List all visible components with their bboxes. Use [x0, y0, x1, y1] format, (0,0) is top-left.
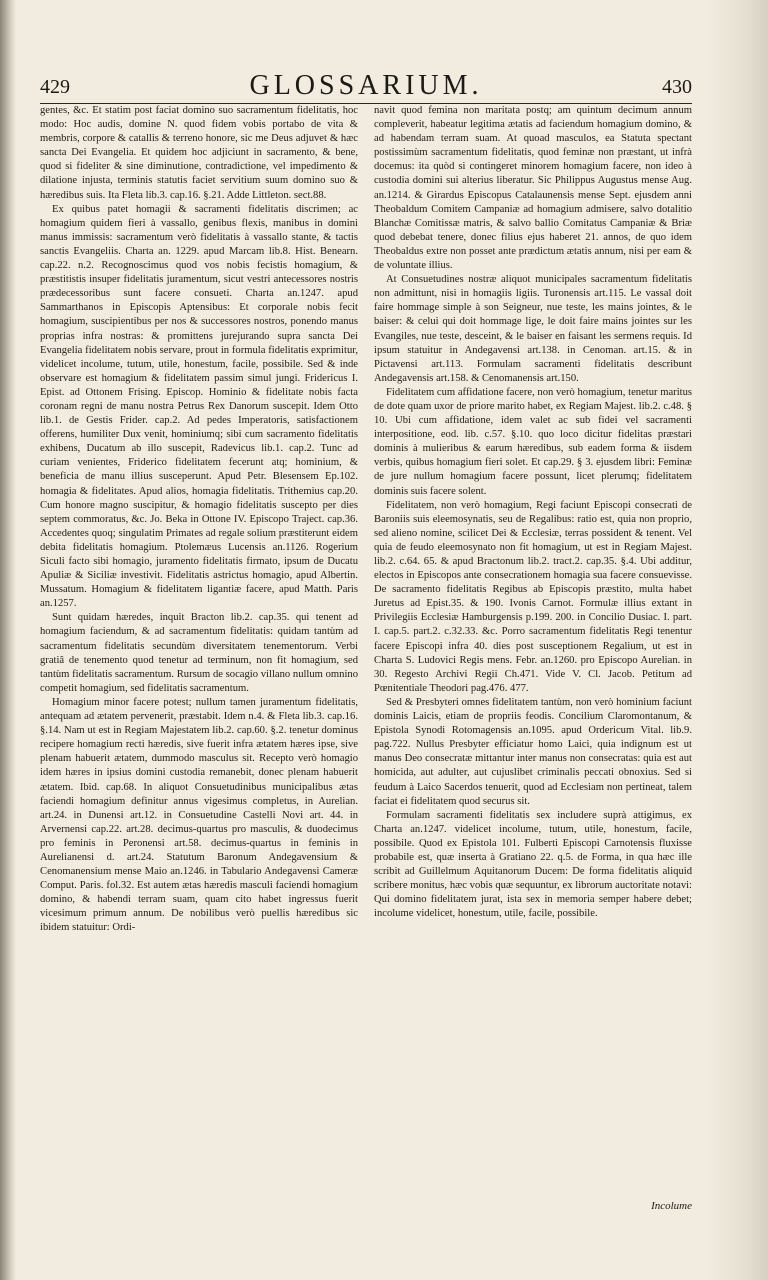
page-number-right: 430: [662, 76, 692, 98]
right-column: [374, 104, 692, 1192]
page-gutter-shadow: [0, 0, 16, 1280]
paragraph: Homagium minor facere potest; nullum tamen juramentum fidelitatis, antequam ad ætatem pervenerit, præstabit. Idem n.4. & Fleta lib.3. cap.16. §.14. Nam ut est in Regiam Majestatem lib.2. cap.60. §.2. tenetur dominus recipere homagium recti hæredis, sive fuerit infra ætatem hæres ipse, sive plenam habuerit ætatem, dummodo masculus sit. Recepto verò homagio idem hæres in ipsius domini custodia remanebit, donec plenam habuerit ætatem. Ibid. cap.68. In aliquot Consuetudinibus municipalibus ætas faciendi homagium definitur annus vigesimus completus, in Aurelian. art.24. in Dunensi art.12. in Consuetudine Castelli Novi art. 44. in Arvernensi cap.22. art.28. decimus-quartus pro masculis, & duodecimus pro feminis in Peronensi art.58. decimus-quartus in feminis in Aurelianensi d. art.24. Statutum Baronum Andegavensium & Cenomanensium mense Maio an.1246. in Tabulario Andegavensi Cameræ Comput. Paris. fol.32. Est autem ætas hæredis masculi faciendi homagium domino, & habendi terram suam, quam cito habet ingressus fuerit vicesimum primum annum. De nobilibus verò puellis hæredibus sic ibidem statuitur: Ordi-: [40, 696, 358, 934]
paragraph: Fidelitatem, non verò homagium, Regi faciunt Episcopi consecrati de Baroniis suis eleemosynatis, seu de Regalibus: ratio est, quia non proprio, sed alieno nomine, scilicet Dei & Ecclesiæ, terras possident & tenent. Vel quia de feudo eleemosynato non fit homagium, ut est in Regiam Majest. lib.2. c.64. 65. & apud Bractonum lib.2. tract.2. cap.35. §.4. Ubi additur, electos in Episcopos ante consecrationem homagia sua facere consuevisse. De sacramento fidelitatis Regibus ab Episcopis præstito, multa habet Juretus ad Epist.35. & 190. Ivonis Carnot. Formulæ illius extant in Privilegiis Ecclesiæ Hamburgensis p.199. 200. in Concilio Dusiac. I. part. I. cap.5. part.2. c.32.33. &c. Porro sacramentum fidelitatis Regi tenentur facere Episcopi infra 40. dies post susceptionem Regalium, ut est in Charta S. Ludovici Regis mens. Febr. an.1260. pro Episcopo Aurelian. in 30. Regesto Archivi Regii Ch.471. Vide V. Cl. Jacob. Petitum ad Pœnitentiale Theodori pag.476. 477.: [374, 499, 692, 694]
paragraph: At Consuetudines nostræ aliquot municipales sacramentum fidelitatis non admittunt, nisi in homagiis ligiis. Turonensis art.115. Le vassal doit faire hommage simple à son Seigneur, nue teste, les mains jointes, & le baiser: & celui qui doit hommage lige, le doit faire mains jointes sur les Evangiles, nue teste, desceint, & le baiser en faisant les sermens requis. Id ipsum statuitur in Andegavensi art.138. in Cenoman. art.15. & in Pictavensi art.113. Formulam sacramenti fidelitatis describunt Andegavensis art.158. & Cenomanensis art.150.: [374, 274, 692, 384]
paragraph: Ex quibus patet homagii & sacramenti fidelitatis discrimen; ac homagium quidem fieri à vassallo, genibus flexis, manibus in domini manus immissis: sacramentum verò fidelitatis à vassallo stante, & tactis sanctis Evangeliis. Charta an. 1229. apud Marcam lib.8. Hist. Benearn. cap.22. n.2. Recognoscimus quod vos nobis fecistis homagium, & præstitistis insuper fidelitatis juramentum, sicut vestri antecessores nostris prædecessoribus sunt facere consueti. Charta an.1247. apud Sammarthanos in Episcopis Aptensibus: Et corporale nobis fecit homagium, suscipientibus per nos & successores nostros, ponendo manus proprias infra nostras: & promittens jurejurando supra sancta Dei Evangelia fidelitatem nobis servare, prout in formula fidelitatis exprimitur, videlicet incolume, tutum, utile, honestum, facile, possibile. Sed & inde observare est homagium & fidelitatem passim simul jungi. Fridericus I. Epist. ad Ottonem Frising. Episcop. Hominio & fidelitate nobis facta coronam regni de manu nostra Petrus Rex Danorum suscepit. Idem Otto lib.1. de Gestis Frider. cap.2. Ad pedes Imperatoris, satisfactionem offerens, humiliter Dux venit, hominiumq; sibi cum sacramento fidelitatis exhibens, Ducatum ab illo suscepit, Radevicus lib.1. cap.2. Tunc ad curiam venientes, Friderico fidelitatem fecerunt atq; hominium, & beneficia de manu illius susceperunt. Apud Petr. Blesensem Ep.102. homagia & fidelitates. Apud alios, homagia fidelitatis. Trithemius cap.20. Cum honore magno suscipitur, & homagio fidelitatis suscepto per dies septem commoratus, &c. Jo. Beka in Ottone IV. Episcopo Traject. cap.36. Accedentes quoq; singulatim Primates ad regale solium præstiterunt eidem debita fidelitatis homagium. Ptolemæus Lucensis an.1126. Rogerium Siculi facto sibi homagio, juramento fidelitatis firmato, ipsum de Ducatu Apuliæ & Siciliæ investivit. Fidelitatis astrictus homagio, apud Albertin. Mussatum. Homagium & fidelitatem ligantiæ facere, apud Matth. Paris an.1257.: [40, 203, 358, 610]
running-header: [40, 70, 692, 104]
catchword: Incolume: [651, 1200, 692, 1212]
left-column: [40, 104, 358, 1192]
paragraph: Sunt quidam hæredes, inquit Bracton lib.2. cap.35. qui tenent ad homagium faciendum, & ad sacramentum fidelitatis: quidam tantùm ad sacramentum fidelitatis secundùm diversitatem tenementorum. Verbi gratiâ de tenemento quod tenetur ad terminum, non fit homagium, sed tantùm fidelitatis sacramentum. Rursum de socagio villano nullum omnino competit homagium, sed fidelitatis sacramentum.: [40, 612, 358, 694]
page-edge: [708, 0, 768, 1280]
paragraph: gentes, &c. Et statim post faciat domino suo sacramentum fidelitatis, hoc modo: Hoc audis, domine N. quod fidem vobis portabo de vita & membris, corpore & catallis & terreno honore, sic me Deus adjuvet & hæc sancta Dei Evangelia. Et quidem hoc adjiciunt in sacramento, & bene, quod si fideliter & sine diminutione, contradictione, vel impedimento & dilatione injusta, terminis statutis faciet servitium suum domino suo & hæredibus suis. Ita Fleta lib.3. cap.16. §.21. Adde Littleton. sect.88.: [40, 105, 358, 201]
paragraph: Sed & Presbyteri omnes fidelitatem tantùm, non verò hominium faciunt dominis Laicis, etiam de propriis feodis. Concilium Claromontanum, & Epistola Synodi Rotomagensis an.1095. apud Ordericum Vital. lib.9. pag.722. Nullus Presbyter efficiatur homo Laici, quia indignum est ut manus Deo consecratæ mittantur inter manus non consecratas: quia est aut homicida, aut adulter, aut cujuslibet criminalis peccati obnoxius. Sed si feudum à Laico Sacerdos tenuerit, quod ad Ecclesiam non pertineat, talem faciat ei fidelitatem quod securus sit.: [374, 696, 692, 807]
paragraph: Formulam sacramenti fidelitatis sex includere suprà attigimus, ex Charta an.1247. videlicet incolume, tutum, utile, honestum, facile, possibile. Quod ex Epistola 101. Fulberti Episcopi Carnotensis fluxisse probabile est, quæ inserta à Gratiano 22. q.5. de Forma, in qua hæc ille scribit ad Guillelmum Aquitanorum Ducem: De forma fidelitatis aliquid scribere monitus, hæc vobis quæ sequuntur, ex librorum auctoritate notavi: Qui domino fidelitatem jurat, ista sex in memoria semper habere debet; incolume videlicet, honestum, utile, facile, possibile.: [374, 809, 692, 920]
running-title: GLOSSARIUM.: [249, 70, 483, 101]
paragraph: navit quod femina non maritata postq; am quintum decimum annum compleverit, habeatur legitima ætatis ad faciendum homagium domino, & ad habendam terram suam. At quoad masculos, ea Statuta spectant postissimùm sacramentum fidelitatis, quod feminæ non præstant, ut infrà docemus: ita quòd si contingeret minorem homagium facere, non ideo à custodia domini sui alterius liberatur. Sic Philippus Augustus mense Aug. an.1214. & Girardus Episcopus Catalaunensis mense Sept. ejusdem anni Theobaldum Comitem Campaniæ ad homagium admisere, salvo dotalitio Blanchæ Comitissæ matris, & salvo ballio Comitatus Campaniæ & Briæ quod debebat tenere, donec filius ejus haberet 21. annos, de quo idem Theobaldus extre non posset ante prædictum ætatis annum, nisi per eam & de voluntate illius.: [374, 105, 692, 272]
paragraph: Fidelitatem cum affidatione facere, non verò homagium, tenetur maritus de dote quam uxor de priore marito habet, ex Regiam Majest. lib.2. c.48. § 10. Ubi cum affidatione, idem valet ac sub fidei vel sacramenti interpositione, eod. lib. c.57. §.10. quo loco dicitur fidelitas præstari dominis à mulieribus & earum hæredibus, sub eadem forma & iisdem verbis, quibus homagium fieri solet. Et cap.29. § 3. ejusdem libri: Feminæ de jure nullum homagium facere possunt, licet plerumq; fidelitatem dominis suis facere solent.: [374, 386, 692, 497]
page-number-left: 429: [40, 76, 70, 98]
